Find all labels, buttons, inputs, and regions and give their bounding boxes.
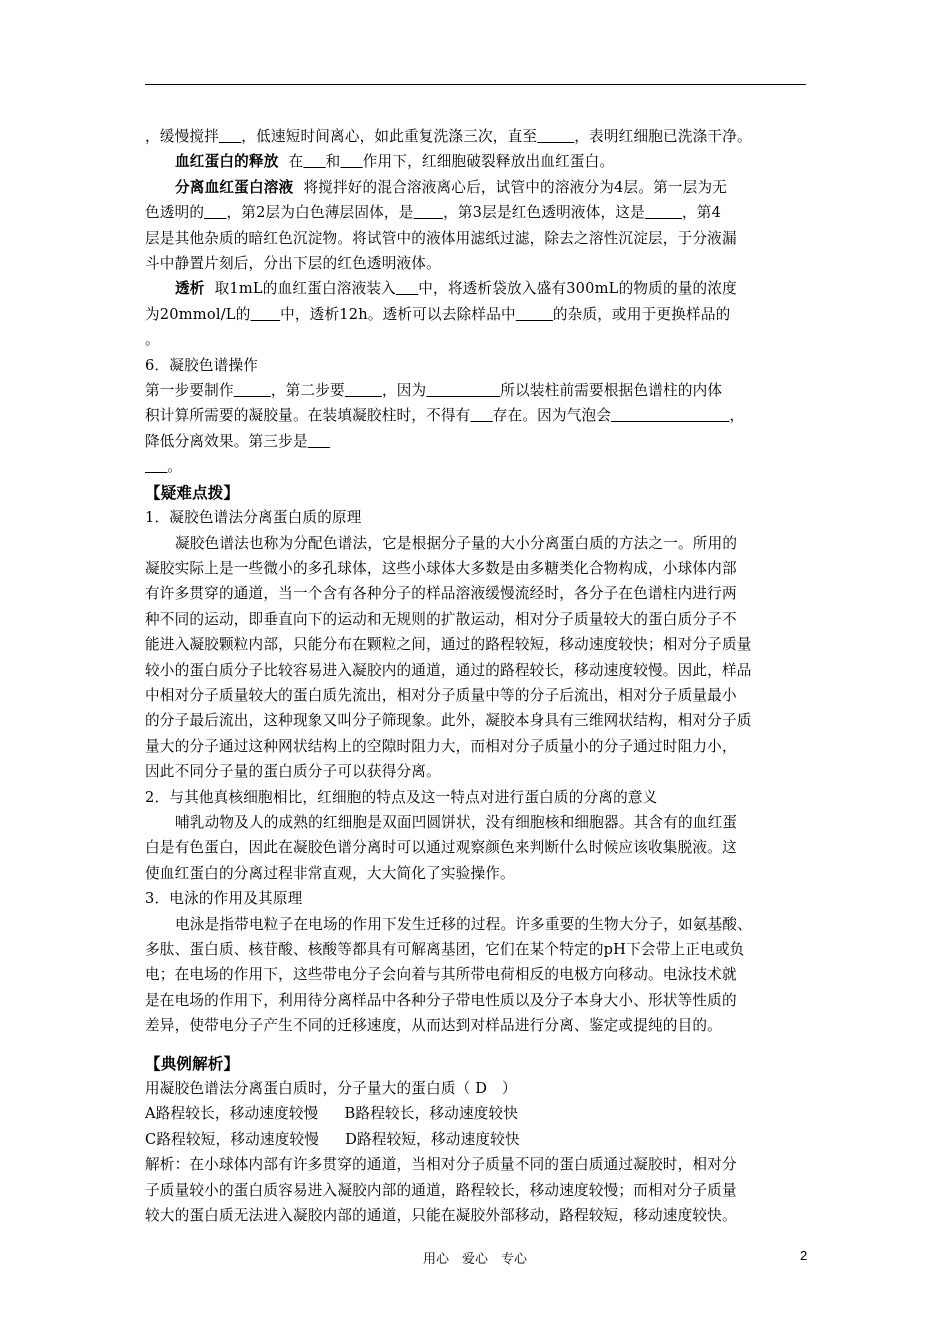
paragraph-line: 中相对分子质量较大的蛋白质先流出，相对分子质量中等的分子后流出，相对分子质量最小 — [145, 686, 737, 704]
option-row — [145, 1127, 806, 1152]
section-title: 【疑难点拨】 — [145, 482, 240, 502]
answer-line: 较大的蛋白质无法进入凝胶内部的通道，只能在凝胶外部移动，路程较短，移动速度较快。 — [145, 1207, 737, 1225]
question-text: 用凝胶色谱法分离蛋白质时，分子量大的蛋白质（ D ） — [145, 1080, 517, 1098]
page-content — [145, 124, 806, 1228]
text-line: 第一步要制作 ，第二步要 ，因为 所以装柱前需要根据色谱柱的内体 — [145, 382, 723, 400]
footer-motto: 用心 爱心 专心 — [422, 1252, 527, 1267]
paragraph-line: 种不同的运动，即垂直向下的运动和无规则的扩散运动，相对分子质量较大的蛋白质分子不 — [145, 610, 737, 628]
text-line: 分离血红蛋白溶液 将搅拌好的混合溶液离心后，试管中的溶液分为4层。第一层为无 — [175, 178, 728, 196]
paragraph-line: 能进入凝胶颗粒内部，只能分布在颗粒之间，通过的路程较短，移动速度较快；相对分子质量 — [145, 636, 752, 654]
option-c: C路程较短，移动速度较慢 — [145, 1130, 320, 1148]
option-a: A路程较长，移动速度较慢 — [145, 1105, 319, 1123]
paragraph-line: 较小的蛋白质分子比较容易进入凝胶内的通道，通过的路程较长，移动速度较慢。因此，样品 — [145, 661, 752, 679]
paragraph-line: 哺乳动物及人的成熟的红细胞是双面凹圆饼状，没有细胞核和细胞器。其含有的血红蛋 — [175, 813, 738, 831]
paragraph-line: 多肽、蛋白质、核苷酸、核酸等都具有可解离基团，它们在某个特定的pH下会带上正电或负 — [145, 941, 745, 958]
paragraph-line: 电；在电场的作用下，这些带电分子会向着与其所带电荷相反的电极方向移动。电泳技术就 — [145, 966, 737, 984]
subsection-heading: 3．电泳的作用及其原理 — [145, 890, 303, 908]
text-line: 斗中静置片刻后，分出下层的红色透明液体。 — [145, 255, 441, 273]
text-line: 层是其他杂质的暗红色沉淀物。将试管中的液体用滤纸过滤，除去之溶性沉淀层，于分液漏 — [145, 229, 737, 247]
subsection-heading: 1．凝胶色谱法分离蛋白质的原理 — [145, 509, 362, 527]
text-line: 。 — [167, 458, 183, 476]
paragraph-line: 量大的分子通过这种网状结构上的空隙时阻力大，而相对分子质量小的分子通过时阻力小， — [145, 737, 737, 755]
header-rule — [145, 84, 806, 85]
text-line: 为20mmol/L的 中，透析12h。透析可以去除样品中 的杂质，或用于更换样品的 — [145, 305, 731, 323]
section-heading: 6．凝胶色谱操作 — [145, 356, 259, 374]
text-line: 积计算所需要的凝胶量。在装填凝胶柱时，不得有 存在。因为气泡会 ， — [145, 407, 745, 425]
text-line: 降低分离效果。第三步是 — [145, 432, 308, 450]
paragraph-line: 差异，使带电分子产生不同的迁移速度，从而达到对样品进行分离、鉴定或提纯的目的。 — [145, 1017, 722, 1035]
answer-line: 子质量较小的蛋白质容易进入凝胶内部的通道，路程较长，移动速度较慢；而相对分子质量 — [145, 1181, 737, 1199]
option-d: D路程较短，移动速度较快 — [345, 1130, 520, 1148]
text-line: 色透明的 ，第2层为白色薄层固体，是 ，第3层是红色透明液体，这是 ，第4 — [145, 204, 722, 222]
paragraph-line: 有许多贯穿的通道，当一个含有各种分子的样品溶液缓慢流经时，各分子在色谱柱内进行两 — [145, 585, 737, 603]
paragraph-line: 凝胶实际上是一些微小的多孔球体，这些小球体大多数是由多糖类化合物构成，小球体内部 — [145, 559, 737, 577]
option-b: B路程较长，移动速度较快 — [344, 1105, 519, 1123]
paragraph-line: 凝胶色谱法也称为分配色谱法，它是根据分子量的大小分离蛋白质的方法之一。所用的 — [175, 534, 738, 552]
paragraph-line: 白是有色蛋白，因此在凝胶色谱分离时可以通过观察颜色来判断什么时候应该收集脱液。这 — [145, 839, 737, 857]
paragraph-line: 的分子最后流出，这种现象又叫分子筛现象。此外，凝胶本身具有三维网状结构，相对分子质 — [145, 712, 752, 730]
text-line: 透析 取1mL的血红蛋白溶液装入 中，将透析袋放入盛有300mL的物质的量的浓度 — [175, 280, 737, 298]
text-line: ，缓慢搅拌 ，低速短时间离心，如此重复洗涤三次，直至 ，表明红细胞已洗涤干净。 — [145, 128, 752, 145]
option-row — [145, 1101, 806, 1126]
answer-line: 解析：在小球体内部有许多贯穿的通道，当相对分子质量不同的蛋白质通过凝胶时，相对分 — [145, 1156, 737, 1174]
paragraph-line: 因此不同分子量的蛋白质分子可以获得分离。 — [145, 763, 441, 781]
paragraph-line: 电泳是指带电粒子在电场的作用下发生迁移的过程。许多重要的生物大分子，如氨基酸、 — [175, 915, 752, 933]
text-line: 血红蛋白的释放 在 和 作用下，红细胞破裂释放出血红蛋白。 — [175, 153, 615, 171]
text-line: 。 — [145, 331, 160, 349]
section-title: 【典例解析】 — [145, 1053, 240, 1073]
subsection-heading: 2．与其他真核细胞相比，红细胞的特点及这一特点对进行蛋白质的分离的意义 — [145, 788, 658, 806]
paragraph-line: 使血红蛋白的分离过程非常直观，大大简化了实验操作。 — [145, 864, 515, 882]
page-number: 2 — [800, 1248, 808, 1263]
paragraph-line: 是在电场的作用下，利用待分离样品中各种分子带电性质以及分子本身大小、形状等性质的 — [145, 991, 737, 1009]
